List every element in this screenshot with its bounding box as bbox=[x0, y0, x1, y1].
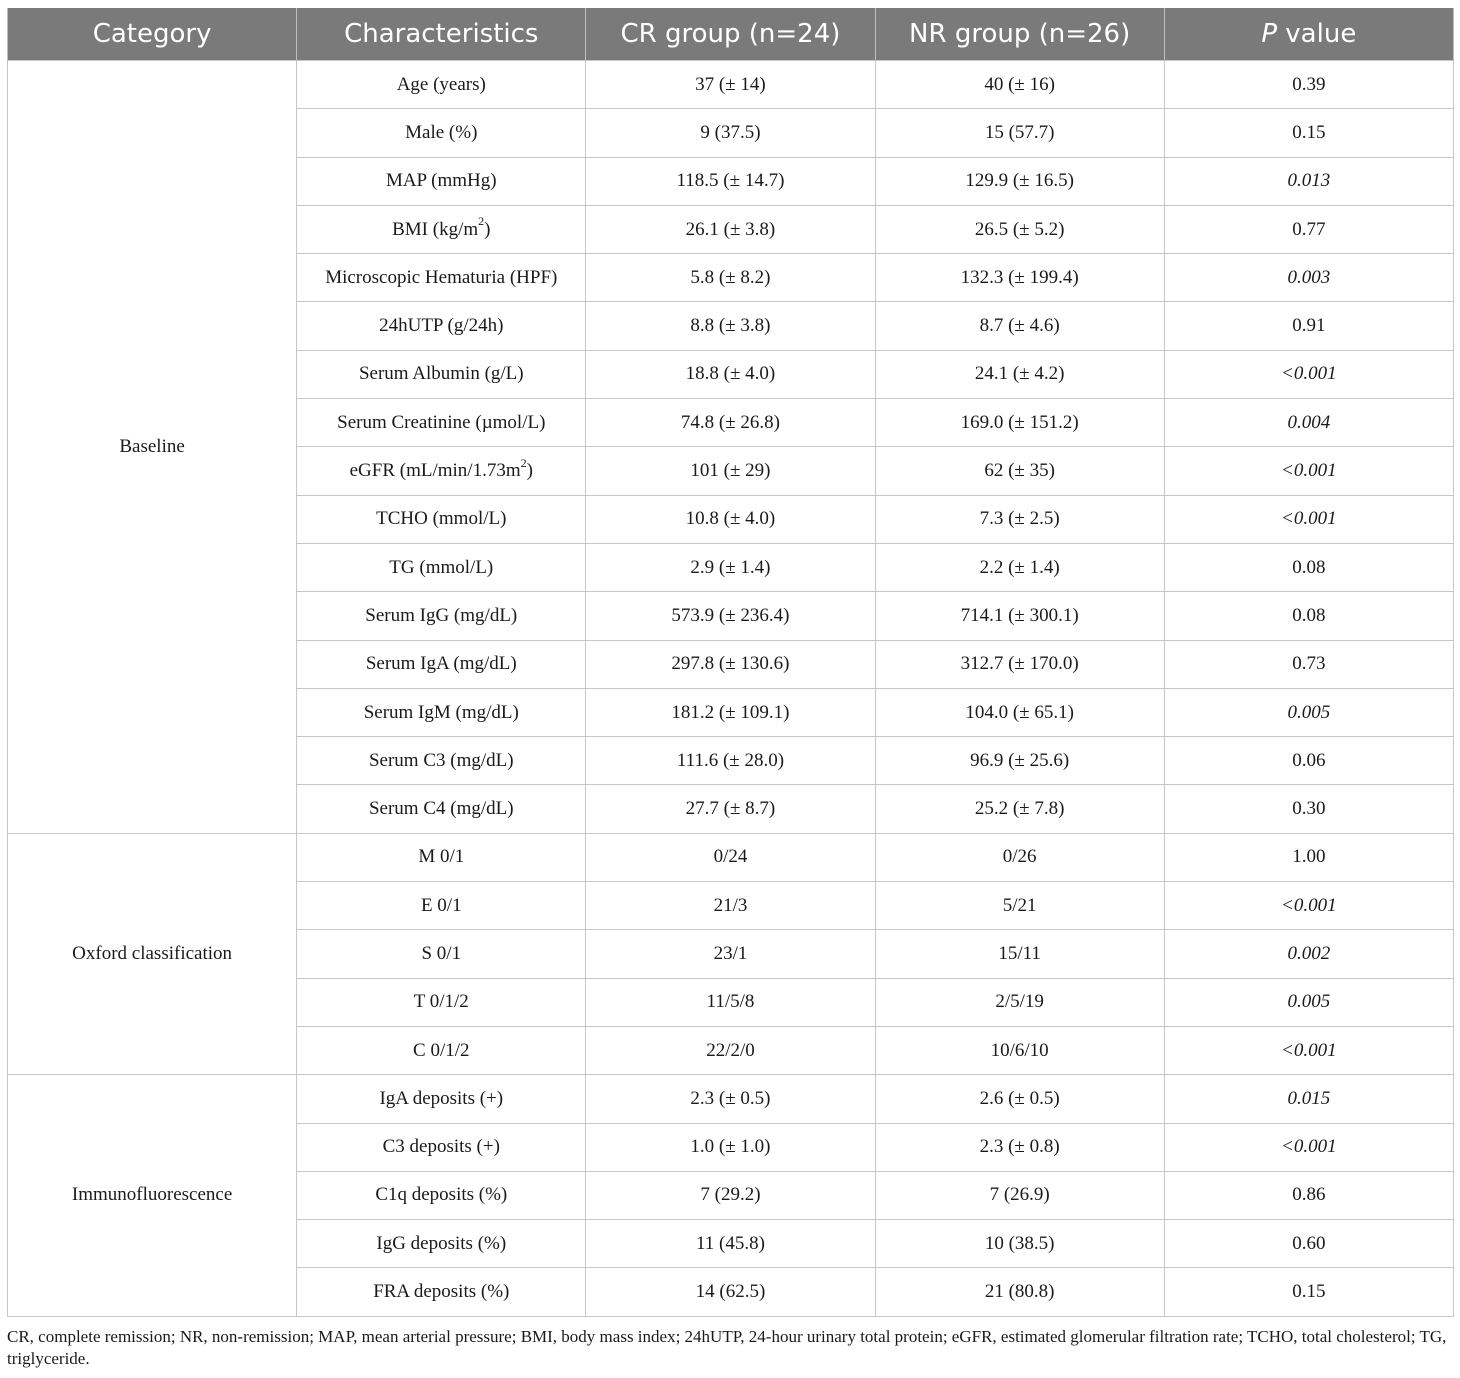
cell-p: <0.001 bbox=[1164, 447, 1453, 495]
cell-cr: 1.0 (± 1.0) bbox=[586, 1123, 875, 1171]
cell-p: 0.06 bbox=[1164, 737, 1453, 785]
cell-characteristic: Male (%) bbox=[297, 109, 586, 157]
cell-characteristic: IgA deposits (+) bbox=[297, 1075, 586, 1123]
cell-nr: 129.9 (± 16.5) bbox=[875, 157, 1164, 205]
cell-p: <0.001 bbox=[1164, 495, 1453, 543]
char-text-end: ) bbox=[526, 460, 533, 482]
cell-cr: 2.3 (± 0.5) bbox=[586, 1075, 875, 1123]
table-container bbox=[7, 8, 1453, 1317]
cell-cr: 9 (37.5) bbox=[586, 109, 875, 157]
cell-characteristic: C1q deposits (%) bbox=[297, 1171, 586, 1219]
header-nr-group: NR group (n=26) bbox=[875, 8, 1164, 61]
cell-p: 0.002 bbox=[1164, 930, 1453, 978]
cell-nr: 104.0 (± 65.1) bbox=[875, 688, 1164, 736]
cell-cr: 37 (± 14) bbox=[586, 61, 875, 109]
char-text: eGFR (mL/min/1.73m bbox=[349, 460, 521, 482]
cell-characteristic: C 0/1/2 bbox=[297, 1026, 586, 1074]
cell-p: 0.08 bbox=[1164, 543, 1453, 591]
cell-cr: 26.1 (± 3.8) bbox=[586, 205, 875, 253]
cell-p: <0.001 bbox=[1164, 1026, 1453, 1074]
cell-cr: 8.8 (± 3.8) bbox=[586, 302, 875, 350]
cell-cr: 27.7 (± 8.7) bbox=[586, 785, 875, 833]
cell-p: 0.39 bbox=[1164, 61, 1453, 109]
cell-p: 0.15 bbox=[1164, 109, 1453, 157]
cell-nr: 132.3 (± 199.4) bbox=[875, 254, 1164, 302]
cell-p: 0.73 bbox=[1164, 640, 1453, 688]
cell-cr: 2.9 (± 1.4) bbox=[586, 543, 875, 591]
cell-cr: 23/1 bbox=[586, 930, 875, 978]
cell-characteristic: Serum Albumin (g/L) bbox=[297, 350, 586, 398]
cell-nr: 2.2 (± 1.4) bbox=[875, 543, 1164, 591]
cell-cr: 297.8 (± 130.6) bbox=[586, 640, 875, 688]
cell-nr: 10 (38.5) bbox=[875, 1220, 1164, 1268]
cell-characteristic: S 0/1 bbox=[297, 930, 586, 978]
header-p-word: value bbox=[1277, 19, 1357, 49]
cell-characteristic: E 0/1 bbox=[297, 882, 586, 930]
cell-nr: 15/11 bbox=[875, 930, 1164, 978]
cell-nr: 312.7 (± 170.0) bbox=[875, 640, 1164, 688]
cell-cr: 5.8 (± 8.2) bbox=[586, 254, 875, 302]
cell-nr: 21 (80.8) bbox=[875, 1268, 1164, 1316]
cell-cr: 11 (45.8) bbox=[586, 1220, 875, 1268]
cell-nr: 0/26 bbox=[875, 833, 1164, 881]
header-category: Category bbox=[8, 8, 297, 61]
cell-nr: 169.0 (± 151.2) bbox=[875, 399, 1164, 447]
cell-nr: 15 (57.7) bbox=[875, 109, 1164, 157]
cell-nr: 62 (± 35) bbox=[875, 447, 1164, 495]
category-baseline: Baseline bbox=[8, 61, 297, 834]
cell-p: 0.015 bbox=[1164, 1075, 1453, 1123]
cell-p: 0.77 bbox=[1164, 205, 1453, 253]
category-immunofluorescence: Immunofluorescence bbox=[8, 1075, 297, 1316]
cell-nr: 8.7 (± 4.6) bbox=[875, 302, 1164, 350]
table-row bbox=[8, 61, 1454, 109]
cell-p: 0.30 bbox=[1164, 785, 1453, 833]
cell-nr: 5/21 bbox=[875, 882, 1164, 930]
cell-nr: 2.6 (± 0.5) bbox=[875, 1075, 1164, 1123]
cell-p: <0.001 bbox=[1164, 350, 1453, 398]
cell-p: 0.91 bbox=[1164, 302, 1453, 350]
cell-nr: 7 (26.9) bbox=[875, 1171, 1164, 1219]
cell-cr: 101 (± 29) bbox=[586, 447, 875, 495]
char-text-end: ) bbox=[484, 218, 491, 240]
characteristics-table bbox=[7, 8, 1454, 1317]
cell-characteristic: M 0/1 bbox=[297, 833, 586, 881]
cell-characteristic: 24hUTP (g/24h) bbox=[297, 302, 586, 350]
header-p-letter: P bbox=[1261, 19, 1278, 49]
cell-nr: 26.5 (± 5.2) bbox=[875, 205, 1164, 253]
cell-p: 0.15 bbox=[1164, 1268, 1453, 1316]
cell-nr: 714.1 (± 300.1) bbox=[875, 592, 1164, 640]
cell-characteristic: MAP (mmHg) bbox=[297, 157, 586, 205]
cell-characteristic: Age (years) bbox=[297, 61, 586, 109]
cell-nr: 24.1 (± 4.2) bbox=[875, 350, 1164, 398]
table-footnote: CR, complete remission; NR, non-remission; MAP, mean arterial pressure; BMI, body mass index; 24hUTP, 24-hour urinary total protein; eGFR, estimated glomerular filtration rate; TCHO, total cholesterol; TG, triglyceride. bbox=[7, 1327, 1447, 1368]
char-text: BMI (kg/m bbox=[392, 218, 479, 240]
cell-nr: 40 (± 16) bbox=[875, 61, 1164, 109]
cell-nr: 7.3 (± 2.5) bbox=[875, 495, 1164, 543]
header-cr-group: CR group (n=24) bbox=[586, 8, 875, 61]
cell-nr: 10/6/10 bbox=[875, 1026, 1164, 1074]
cell-p: 0.08 bbox=[1164, 592, 1453, 640]
cell-cr: 181.2 (± 109.1) bbox=[586, 688, 875, 736]
cell-cr: 14 (62.5) bbox=[586, 1268, 875, 1316]
cell-cr: 573.9 (± 236.4) bbox=[586, 592, 875, 640]
cell-p: 0.60 bbox=[1164, 1220, 1453, 1268]
cell-characteristic: IgG deposits (%) bbox=[297, 1220, 586, 1268]
table-header-row bbox=[8, 8, 1454, 61]
cell-characteristic: Serum IgM (mg/dL) bbox=[297, 688, 586, 736]
cell-cr: 0/24 bbox=[586, 833, 875, 881]
cell-p: <0.001 bbox=[1164, 882, 1453, 930]
table-row bbox=[8, 833, 1454, 881]
cell-cr: 74.8 (± 26.8) bbox=[586, 399, 875, 447]
cell-characteristic: TG (mmol/L) bbox=[297, 543, 586, 591]
char-superscript: 2 bbox=[520, 455, 527, 470]
cell-p: 0.003 bbox=[1164, 254, 1453, 302]
cell-characteristic: C3 deposits (+) bbox=[297, 1123, 586, 1171]
cell-cr: 118.5 (± 14.7) bbox=[586, 157, 875, 205]
cell-characteristic: FRA deposits (%) bbox=[297, 1268, 586, 1316]
cell-nr: 2.3 (± 0.8) bbox=[875, 1123, 1164, 1171]
char-superscript: 2 bbox=[478, 214, 485, 229]
cell-cr: 10.8 (± 4.0) bbox=[586, 495, 875, 543]
cell-characteristic: Serum IgG (mg/dL) bbox=[297, 592, 586, 640]
cell-characteristic: Microscopic Hematuria (HPF) bbox=[297, 254, 586, 302]
header-p-value bbox=[1164, 8, 1453, 61]
cell-p: 0.86 bbox=[1164, 1171, 1453, 1219]
cell-cr: 111.6 (± 28.0) bbox=[586, 737, 875, 785]
cell-characteristic: Serum C4 (mg/dL) bbox=[297, 785, 586, 833]
category-oxford: Oxford classification bbox=[8, 833, 297, 1074]
table-row bbox=[8, 1075, 1454, 1123]
cell-p: 1.00 bbox=[1164, 833, 1453, 881]
cell-nr: 96.9 (± 25.6) bbox=[875, 737, 1164, 785]
cell-cr: 11/5/8 bbox=[586, 978, 875, 1026]
cell-characteristic: TCHO (mmol/L) bbox=[297, 495, 586, 543]
cell-cr: 21/3 bbox=[586, 882, 875, 930]
cell-p: 0.013 bbox=[1164, 157, 1453, 205]
cell-cr: 7 (29.2) bbox=[586, 1171, 875, 1219]
cell-characteristic bbox=[297, 447, 586, 495]
cell-characteristic: Serum IgA (mg/dL) bbox=[297, 640, 586, 688]
cell-p: 0.005 bbox=[1164, 978, 1453, 1026]
cell-nr: 25.2 (± 7.8) bbox=[875, 785, 1164, 833]
cell-p: 0.004 bbox=[1164, 399, 1453, 447]
cell-characteristic: Serum C3 (mg/dL) bbox=[297, 737, 586, 785]
cell-characteristic: T 0/1/2 bbox=[297, 978, 586, 1026]
cell-cr: 22/2/0 bbox=[586, 1026, 875, 1074]
cell-p: 0.005 bbox=[1164, 688, 1453, 736]
cell-cr: 18.8 (± 4.0) bbox=[586, 350, 875, 398]
cell-characteristic: Serum Creatinine (µmol/L) bbox=[297, 399, 586, 447]
header-characteristics: Characteristics bbox=[297, 8, 586, 61]
cell-nr: 2/5/19 bbox=[875, 978, 1164, 1026]
cell-p: <0.001 bbox=[1164, 1123, 1453, 1171]
cell-characteristic bbox=[297, 205, 586, 253]
